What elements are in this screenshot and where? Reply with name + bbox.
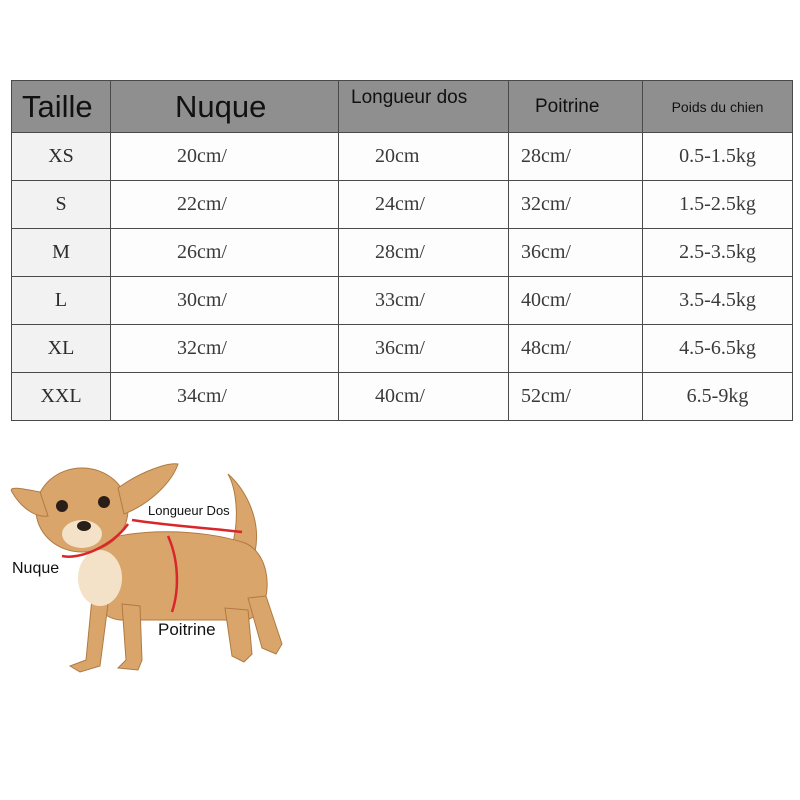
header-weight: Poids du chien	[643, 81, 793, 133]
neck-cell: 34cm/	[111, 373, 339, 421]
weight-cell: 2.5-3.5kg	[643, 229, 793, 277]
neck-cell: 22cm/	[111, 181, 339, 229]
weight-cell: 3.5-4.5kg	[643, 277, 793, 325]
chest-cell: 48cm/	[509, 325, 643, 373]
table-row	[12, 229, 793, 277]
weight-cell: 6.5-9kg	[643, 373, 793, 421]
back-length-label: Longueur Dos	[148, 503, 230, 518]
back-cell: 33cm/	[339, 277, 509, 325]
table-row	[12, 277, 793, 325]
chest-cell: 36cm/	[509, 229, 643, 277]
size-cell: XL	[12, 325, 111, 373]
chest-cell: 28cm/	[509, 133, 643, 181]
header-back-length: Longueur dos	[339, 81, 509, 133]
neck-cell: 30cm/	[111, 277, 339, 325]
back-measure-line	[132, 520, 242, 532]
neck-cell: 32cm/	[111, 325, 339, 373]
weight-cell: 1.5-2.5kg	[643, 181, 793, 229]
back-cell: 24cm/	[339, 181, 509, 229]
back-cell: 20cm	[339, 133, 509, 181]
back-cell: 28cm/	[339, 229, 509, 277]
chest-cell: 32cm/	[509, 181, 643, 229]
chest-cell: 52cm/	[509, 373, 643, 421]
back-cell: 36cm/	[339, 325, 509, 373]
neck-cell: 26cm/	[111, 229, 339, 277]
chest-cell: 40cm/	[509, 277, 643, 325]
table-row	[12, 325, 793, 373]
table-row	[12, 133, 793, 181]
table-row	[12, 181, 793, 229]
size-cell: XS	[12, 133, 111, 181]
size-cell: S	[12, 181, 111, 229]
size-cell: M	[12, 229, 111, 277]
table-header-row	[12, 81, 793, 133]
size-cell: XXL	[12, 373, 111, 421]
header-size: Taille	[12, 81, 111, 133]
header-chest: Poitrine	[509, 81, 643, 133]
back-cell: 40cm/	[339, 373, 509, 421]
size-chart-table	[11, 80, 793, 421]
neck-label: Nuque	[12, 560, 60, 577]
header-neck: Nuque	[111, 81, 339, 133]
size-cell: L	[12, 277, 111, 325]
table-row	[12, 373, 793, 421]
weight-cell: 4.5-6.5kg	[643, 325, 793, 373]
chest-label: Poitrine	[158, 620, 216, 639]
weight-cell: 0.5-1.5kg	[643, 133, 793, 181]
neck-cell: 20cm/	[111, 133, 339, 181]
